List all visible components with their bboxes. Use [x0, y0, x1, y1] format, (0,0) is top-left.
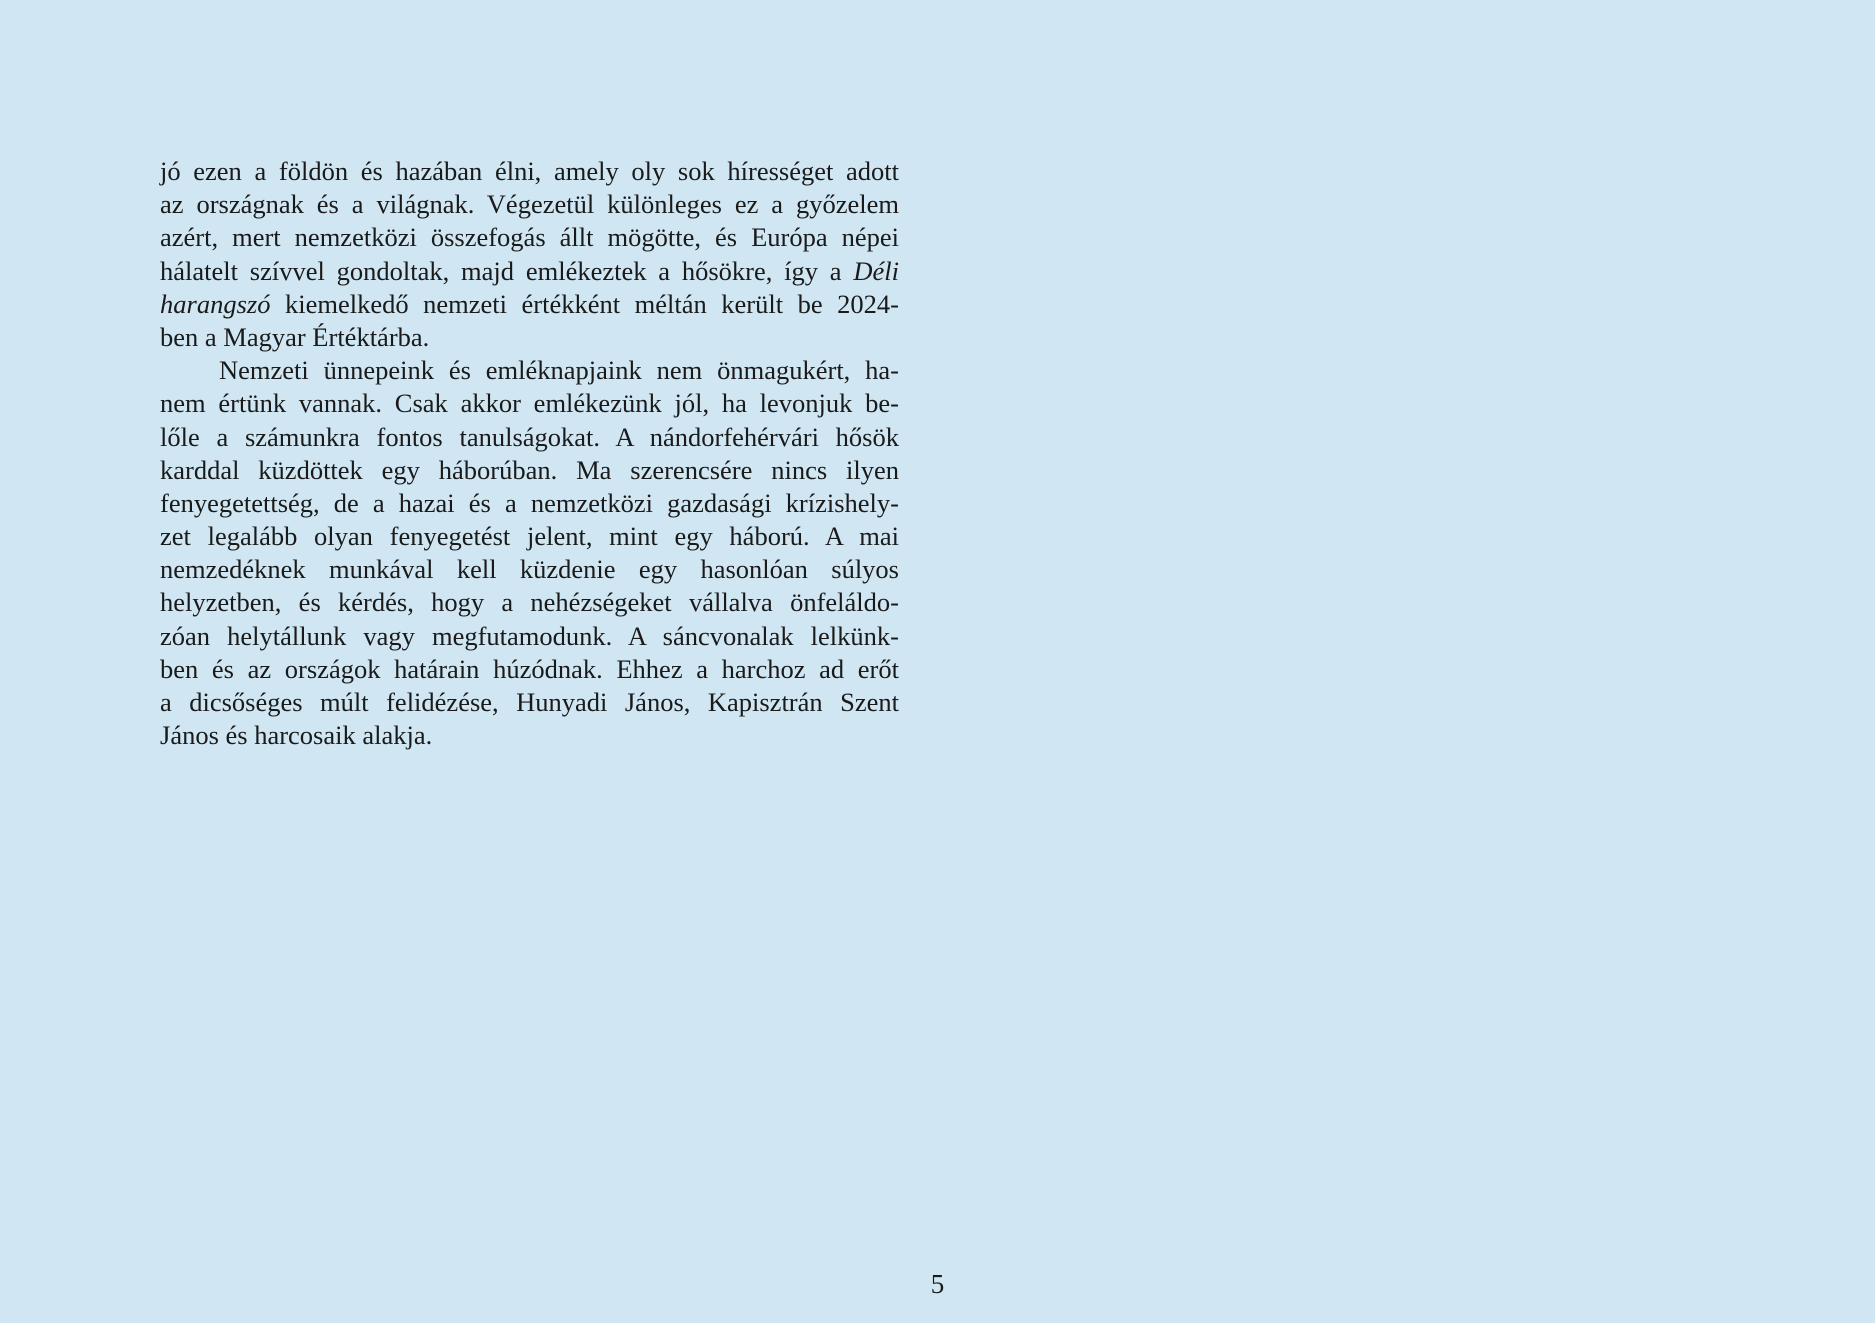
text-line: fenyegetettség, de a hazai és a nemzetközi gazdasági krízishely- — [160, 487, 899, 518]
text-line — [160, 255, 899, 288]
italic-title: Déli — [853, 255, 899, 286]
text-line: zóan helytállunk vagy megfutamodunk. A sáncvonalak lelkünk- — [160, 620, 899, 651]
text-line: az országnak és a világnak. Végezetül különleges ez a győzelem — [160, 189, 899, 220]
paragraph-1 — [160, 155, 899, 354]
text-line: zet legalább olyan fenyegetést jelent, mint egy háború. A mai — [160, 521, 899, 552]
text-line: jó ezen a földön és hazában élni, amely oly sok hírességet adott — [160, 156, 899, 186]
page-number — [0, 1268, 1875, 1300]
paragraph-2 — [160, 354, 899, 752]
text-line: lőle a számunkra fontos tanulságokat. A nándorfehérvári hősök — [160, 421, 899, 452]
text-line: Nemzeti ünnepeink és emléknapjaink nem önmagukért, ha- — [219, 355, 899, 386]
text-line: a dicsőséges múlt felidézése, Hunyadi János, Kapisztrán Szent — [160, 687, 899, 717]
body-text — [160, 155, 899, 752]
text-line: ben és az országok határain húzódnak. Ehhez a harchoz ad erőt — [160, 653, 899, 684]
text-line: helyzetben, és kérdés, hogy a nehézségeket vállalva önfeláldo- — [160, 587, 899, 618]
text-line: János és harcosaik alakja. — [160, 720, 433, 751]
text-line-content: kiemelkedő nemzeti értékként méltán került be 2024- — [284, 288, 900, 319]
text-line — [160, 288, 899, 321]
text-line-content: hálatelt szívvel gondoltak, majd emlékeztek a hősökre, így a — [160, 255, 842, 286]
text-line: karddal küzdöttek egy háborúban. Ma szerencsére nincs ilyen — [160, 454, 899, 485]
italic-title: harangszó — [160, 288, 271, 319]
text-line: ben a Magyar Értéktárba. — [160, 321, 430, 352]
text-line: nemzedéknek munkával kell küzdenie egy hasonlóan súlyos — [160, 554, 899, 585]
text-line: nem értünk vannak. Csak akkor emlékezünk jól, ha levonjuk be- — [160, 388, 899, 419]
text-line: azért, mert nemzetközi összefogás állt mögötte, és Európa népei — [160, 222, 899, 253]
page-number-label: 5 — [930, 1269, 945, 1299]
